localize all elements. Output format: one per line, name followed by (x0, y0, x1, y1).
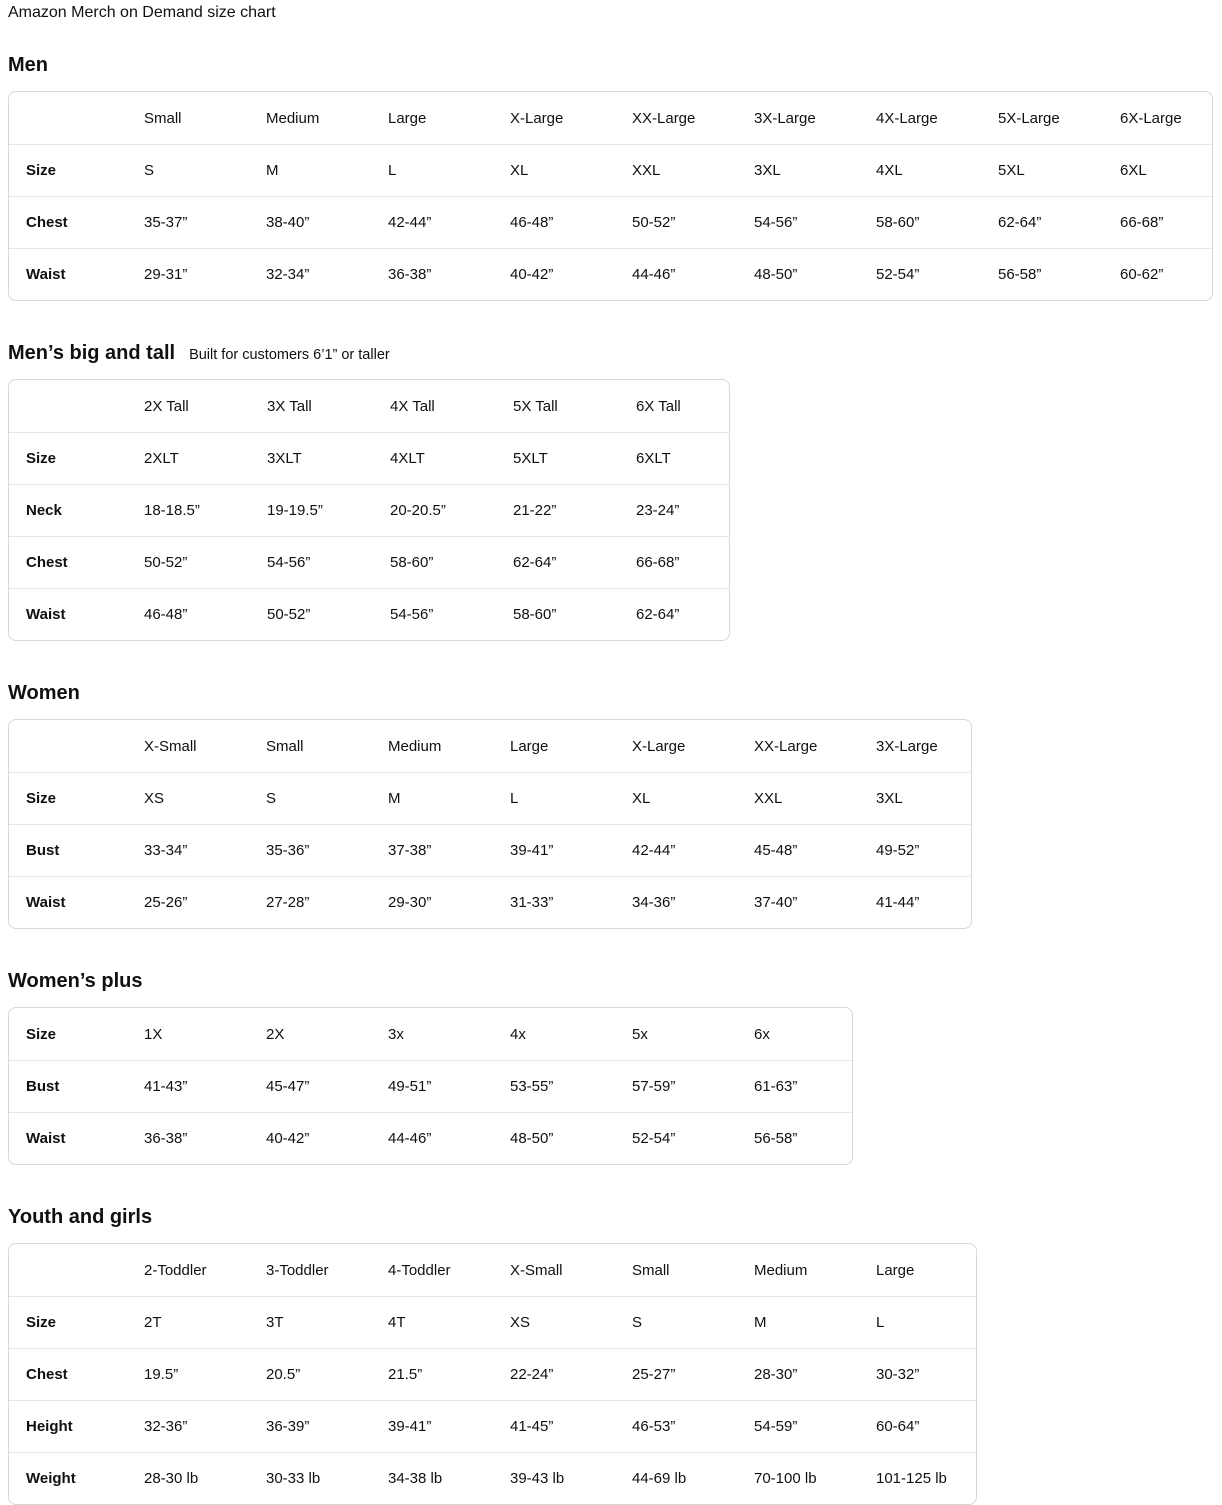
section-mens-big-and-tall (8, 341, 1214, 641)
cell: 70-100 lb (754, 1470, 817, 1487)
section-heading-womens-plus: Women’s plus (8, 970, 143, 992)
cell: 20.5” (266, 1366, 301, 1383)
column-header: 4X Tall (390, 397, 435, 415)
section-women (8, 681, 1214, 929)
column-header: 3-Toddler (266, 1261, 329, 1279)
column-header: 5X-Large (998, 109, 1060, 127)
column-header: Medium (754, 1261, 808, 1279)
cell: 36-38” (388, 266, 432, 283)
cell: 54-56” (267, 554, 311, 571)
cell: 6XLT (636, 450, 671, 467)
cell: 6x (754, 1025, 770, 1043)
section-heading-women: Women (8, 682, 80, 704)
cell: 30-33 lb (266, 1470, 321, 1487)
cell: 60-64” (876, 1418, 920, 1435)
section-men (8, 53, 1214, 301)
cell: 49-52” (876, 842, 920, 859)
cell: M (388, 790, 401, 807)
cell: 66-68” (1120, 214, 1164, 231)
cell: 34-38 lb (388, 1470, 443, 1487)
cell: M (754, 1314, 767, 1331)
row-label: Size (26, 790, 57, 807)
cell: 62-64” (636, 606, 680, 623)
cell: 25-27” (632, 1366, 676, 1383)
row-label: Chest (26, 214, 68, 231)
row-label: Size (26, 162, 57, 179)
cell: 3x (388, 1025, 404, 1043)
page-title: Amazon Merch on Demand size chart (8, 4, 276, 21)
cell: 52-54” (876, 266, 920, 283)
cell: XS (144, 790, 165, 807)
cell: 48-50” (754, 266, 798, 283)
cell: S (266, 790, 277, 807)
cell: 52-54” (632, 1130, 676, 1147)
cell: 44-46” (388, 1130, 432, 1147)
cell: 54-59” (754, 1418, 798, 1435)
cell: 3XL (754, 162, 781, 179)
cell: XXL (632, 162, 661, 179)
cell: 38-40” (266, 214, 310, 231)
cell: 21.5” (388, 1366, 423, 1383)
cell: 49-51” (388, 1078, 432, 1095)
cell: 6XL (1120, 162, 1147, 179)
cell: 58-60” (390, 554, 434, 571)
column-header: X-Small (510, 1261, 563, 1279)
cell: 101-125 lb (876, 1470, 947, 1487)
cell: 42-44” (388, 214, 432, 231)
cell: 3XL (876, 790, 903, 807)
table-header-row (9, 380, 729, 432)
section-heading-mens-big-and-tall: Men’s big and tall (8, 342, 176, 364)
cell: 28-30” (754, 1366, 798, 1383)
cell: 40-42” (266, 1130, 310, 1147)
cell: 46-53” (632, 1418, 676, 1435)
cell: 35-36” (266, 842, 310, 859)
row-label: Waist (26, 894, 66, 911)
cell: 44-46” (632, 266, 676, 283)
table-row (9, 588, 729, 640)
cell: 48-50” (510, 1130, 554, 1147)
row-label: Waist (26, 606, 66, 623)
cell: 32-34” (266, 266, 310, 283)
row-label: Size (26, 1025, 57, 1043)
cell: 5XL (998, 162, 1025, 179)
cell: 46-48” (510, 214, 554, 231)
section-heading-youth-and-girls: Youth and girls (8, 1206, 153, 1228)
column-header: X-Small (144, 737, 197, 755)
row-label: Waist (26, 266, 66, 283)
cell: 66-68” (636, 554, 680, 571)
cell: L (876, 1314, 885, 1331)
column-header: 4X-Large (876, 109, 938, 127)
cell: L (388, 162, 397, 179)
table-row (9, 1060, 852, 1112)
section-women-heading-row (8, 681, 1214, 705)
cell: 44-69 lb (632, 1470, 687, 1487)
column-header: 2X Tall (144, 397, 189, 415)
column-header: 3X Tall (267, 397, 312, 415)
cell: 2XLT (144, 450, 179, 467)
cell: 36-39” (266, 1418, 310, 1435)
column-header: XX-Large (754, 737, 818, 755)
table-row (9, 772, 971, 824)
column-header: Small (266, 737, 304, 755)
section-youth-and-girls (8, 1205, 1214, 1505)
cell: 23-24” (636, 502, 680, 519)
cell: 54-56” (754, 214, 798, 231)
cell: 36-38” (144, 1130, 188, 1147)
table-row (9, 248, 1212, 300)
cell: 37-38” (388, 842, 432, 859)
cell: 41-43” (144, 1078, 188, 1095)
row-label: Size (26, 1314, 57, 1331)
cell: 41-45” (510, 1418, 554, 1435)
table-row (9, 876, 971, 928)
cell: 53-55” (510, 1078, 554, 1095)
cell: 31-33” (510, 894, 554, 911)
column-header: X-Large (510, 109, 564, 127)
cell: 30-32” (876, 1366, 920, 1383)
cell: XL (632, 790, 651, 807)
table-row (9, 432, 729, 484)
table-row (9, 1400, 976, 1452)
row-label: Bust (26, 842, 60, 859)
cell: 4XL (876, 162, 903, 179)
column-header: Large (510, 737, 549, 755)
cell: M (266, 162, 279, 179)
cell: 56-58” (998, 266, 1042, 283)
cell: 4T (388, 1314, 406, 1331)
cell: 20-20.5” (390, 502, 446, 519)
cell: 4XLT (390, 450, 425, 467)
section-men-heading-row (8, 53, 1214, 77)
women-size-table (8, 719, 972, 929)
mens-big-and-tall-size-table (8, 379, 730, 641)
cell: 39-43 lb (510, 1470, 565, 1487)
cell: 2X (266, 1025, 285, 1043)
cell: 60-62” (1120, 266, 1164, 283)
section-big-tall-heading-row (8, 341, 1214, 365)
cell: 45-48” (754, 842, 798, 859)
column-header: XX-Large (632, 109, 696, 127)
cell: 21-22” (513, 502, 557, 519)
cell: 42-44” (632, 842, 676, 859)
cell: 19.5” (144, 1366, 179, 1383)
men-size-table (8, 91, 1213, 301)
cell: 39-41” (388, 1418, 432, 1435)
cell: 50-52” (632, 214, 676, 231)
cell: 61-63” (754, 1078, 798, 1095)
column-header: 6X-Large (1120, 109, 1182, 127)
cell: 50-52” (267, 606, 311, 623)
row-label: Neck (26, 502, 62, 519)
cell: 57-59” (632, 1078, 676, 1095)
table-row (9, 1296, 976, 1348)
cell: 56-58” (754, 1130, 798, 1147)
cell: 41-44” (876, 894, 920, 911)
table-header-row (9, 720, 971, 772)
table-row (9, 484, 729, 536)
cell: 33-34” (144, 842, 188, 859)
cell: 5XLT (513, 450, 548, 467)
cell: 2T (144, 1314, 162, 1331)
section-youth-heading-row (8, 1205, 1214, 1229)
row-label: Height (26, 1418, 73, 1435)
cell: 29-30” (388, 894, 432, 911)
cell: XS (510, 1314, 531, 1331)
cell: 39-41” (510, 842, 554, 859)
cell: 35-37” (144, 214, 188, 231)
cell: 3XLT (267, 450, 302, 467)
cell: S (144, 162, 155, 179)
cell: 5x (632, 1025, 648, 1043)
cell: 62-64” (513, 554, 557, 571)
cell: 22-24” (510, 1366, 554, 1383)
cell: 46-48” (144, 606, 188, 623)
column-header: Large (388, 109, 427, 127)
cell: 34-36” (632, 894, 676, 911)
column-header: 5X Tall (513, 397, 558, 415)
table-row (9, 1348, 976, 1400)
cell: 25-26” (144, 894, 188, 911)
cell: 50-52” (144, 554, 188, 571)
cell: S (632, 1314, 643, 1331)
section-womens-plus (8, 969, 1214, 1165)
column-header: 6X Tall (636, 397, 681, 415)
row-label: Size (26, 450, 57, 467)
womens-plus-size-table (8, 1007, 853, 1165)
column-header: Small (144, 109, 182, 127)
section-womens-plus-heading-row (8, 969, 1214, 993)
cell: 29-31” (144, 266, 188, 283)
cell: XL (510, 162, 529, 179)
row-label: Chest (26, 1366, 68, 1383)
table-row (9, 536, 729, 588)
cell: 4x (510, 1025, 526, 1043)
cell: 58-60” (513, 606, 557, 623)
row-label: Bust (26, 1078, 60, 1095)
column-header: Medium (388, 737, 442, 755)
column-header: Small (632, 1261, 670, 1279)
table-row (9, 196, 1212, 248)
cell: 62-64” (998, 214, 1042, 231)
cell: 58-60” (876, 214, 920, 231)
big-and-tall-subtitle: Built for customers 6’1” or taller (189, 347, 390, 363)
table-row (9, 1112, 852, 1164)
cell: 40-42” (510, 266, 554, 283)
cell: 18-18.5” (144, 502, 200, 519)
table-row (9, 824, 971, 876)
row-label: Weight (26, 1470, 76, 1487)
column-header: 4-Toddler (388, 1261, 451, 1279)
column-header: 3X-Large (754, 109, 816, 127)
table-row (9, 1452, 976, 1504)
column-header: 2-Toddler (144, 1261, 207, 1279)
column-header: X-Large (632, 737, 686, 755)
cell: 1X (144, 1025, 163, 1043)
cell: 28-30 lb (144, 1470, 199, 1487)
cell: L (510, 790, 519, 807)
column-header: 3X-Large (876, 737, 938, 755)
table-header-row (9, 1244, 976, 1296)
cell: 19-19.5” (267, 502, 323, 519)
column-header: Medium (266, 109, 320, 127)
cell: 54-56” (390, 606, 434, 623)
row-label: Waist (26, 1130, 66, 1147)
row-label: Chest (26, 554, 68, 571)
cell: XXL (754, 790, 783, 807)
cell: 45-47” (266, 1078, 310, 1095)
cell: 27-28” (266, 894, 310, 911)
table-row (9, 1008, 852, 1060)
youth-and-girls-size-table (8, 1243, 977, 1505)
table-row (9, 144, 1212, 196)
cell: 3T (266, 1314, 284, 1331)
section-heading-men: Men (8, 54, 48, 76)
table-header-row (9, 92, 1212, 144)
column-header: Large (876, 1261, 915, 1279)
cell: 32-36” (144, 1418, 188, 1435)
cell: 37-40” (754, 894, 798, 911)
